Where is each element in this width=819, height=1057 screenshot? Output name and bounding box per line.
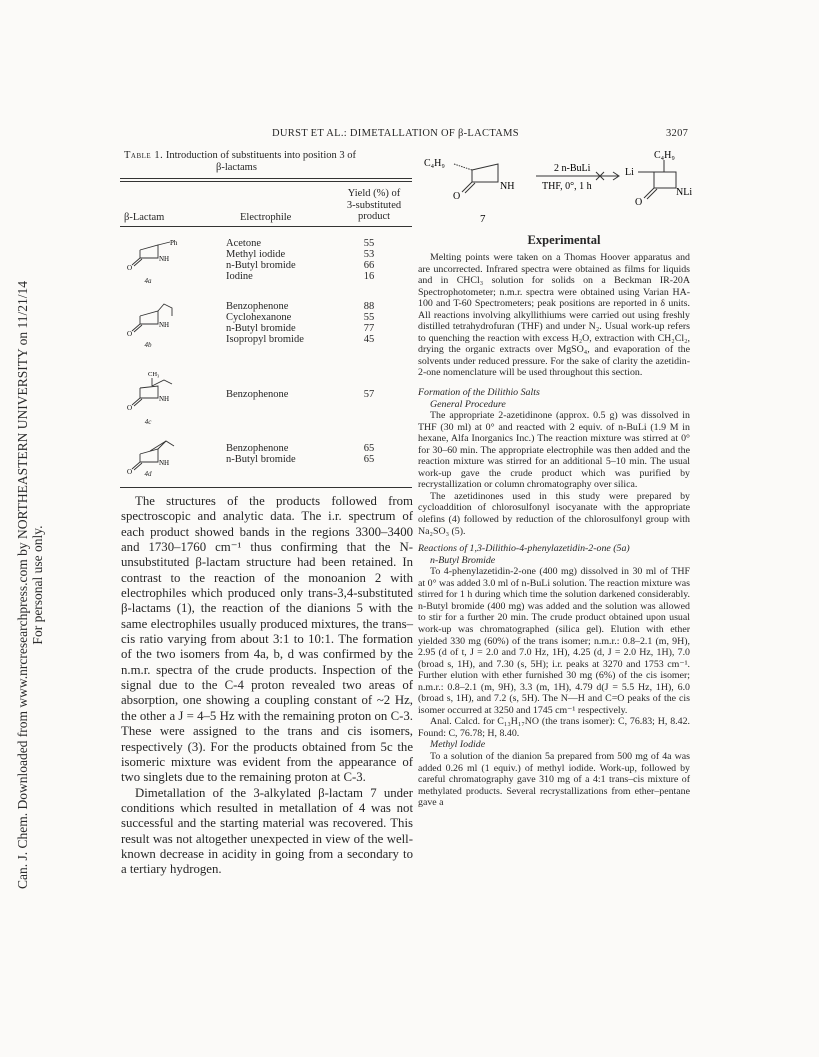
electrophile-cell: n-Butyl bromide xyxy=(226,454,296,465)
yield-cell: 88 xyxy=(363,301,375,312)
electrophile-cell: Cyclohexanone xyxy=(226,312,292,323)
structure-4a xyxy=(126,236,186,276)
yield-cell: 53 xyxy=(363,249,375,260)
table-row xyxy=(226,389,288,400)
running-title: DURST ET AL.: DIMETALLATION OF β-LACTAMS xyxy=(272,128,519,139)
experimental-heading: Experimental xyxy=(527,233,601,247)
table-row xyxy=(226,334,304,345)
results-paragraph: The structures of the products followed from spectroscopic and analytic data. The i.r. spectrum of each product showed bands in the regions 3300–3400 and 1730–1760 cm⁻¹ thus confirming that the N-unsubstituted β-lactam structure had been retained. In contrast to the reaction of the monoanion 2 with electrophiles which produced only trans-3,4-substituted β-lactams (1), the reaction of the dianions 5 with the same electrophiles usually produced mixtures, the trans–cis ratio varying from about 3:1 to 10:1. The formation of the two isomers from 4a, b, d was confirmed by the n.m.r. spectra of the crude products. Inspection of the signal due to the C-4 proton revealed two areas of absorption, one showing a coupling constant of ~2 Hz, the other a J = 4–5 Hz with the remaining proton on C-3. These were assigned to the trans and cis isomers, respectively (3). For the products obtained from 5c the isomeric mixture was evident from the appearance of two singlets due to the remaining proton at C-3. xyxy=(121,494,413,785)
yield-header-line-2: 3-substituted xyxy=(346,199,402,211)
left-oxygen-label: O xyxy=(453,191,461,202)
table-top-rule xyxy=(120,178,412,179)
structure-4c xyxy=(126,368,186,412)
table-top-rule-2 xyxy=(120,181,412,182)
reagent-bottom: THF, 0°, 1 h xyxy=(542,181,592,192)
column-header-lactam: β-Lactam xyxy=(124,212,165,223)
general-procedure-heading: General Procedure xyxy=(430,398,506,410)
electrophile-cell: Benzophenone xyxy=(226,301,289,312)
column-header-yield xyxy=(338,188,410,223)
yield-cell: 65 xyxy=(363,443,375,454)
left-butyl-label: C₄H₉ xyxy=(424,158,445,169)
electrophile-cell: Acetone xyxy=(226,238,261,249)
table-caption-line-2: β-lactams xyxy=(216,162,257,173)
butyl-bromide-heading: n-Butyl Bromide xyxy=(430,554,496,566)
yield-cell: 55 xyxy=(363,312,375,323)
electrophile-cell: Isopropyl bromide xyxy=(226,334,304,345)
ph-label: Ph xyxy=(170,239,178,247)
left-nh-label: NH xyxy=(500,181,515,192)
compound-label-4d: 4d xyxy=(144,470,152,478)
table-caption-line-1: Introduction of substituents into position 3 of xyxy=(165,150,356,161)
table-row xyxy=(226,301,288,312)
yield-cell: 57 xyxy=(363,389,375,400)
dimetallation-paragraph: Dimetallation of the 3-alkylated β-lactam 7 under conditions which resulted in metallation of 4 was not successful and the starting material was recovered. This result was not altogether unexpected in view of the well-known decrease in acidity in going from a secondary to a tertiary hydrogen. xyxy=(121,785,413,877)
nh-label: NH xyxy=(159,459,170,467)
methyl-iodide-paragraph: To a solution of the dianion 5a prepared from 500 mg of 4a was added 0.26 ml (1 equiv.) of methyl iodide. Work-up, followed by careful chromatography gave 310 mg of a 4:1 trans–cis mixture of methylated products. Several recrystallizations from ether–pentane gave a xyxy=(418,750,690,809)
oxygen-label: O xyxy=(127,404,133,412)
watermark-line-2: For personal use only. xyxy=(30,525,45,645)
table-row xyxy=(226,454,296,465)
table-row xyxy=(226,312,291,323)
electrophile-cell: Methyl iodide xyxy=(226,249,286,260)
left-column-text xyxy=(121,494,413,878)
yield-cell: 55 xyxy=(363,238,375,249)
general-procedure-paragraph: The appropriate 2-azetidinone (approx. 0.5 g) was dissolved in THF (30 ml) at 0° and reacted with 2 equiv. of n-BuLi (1.9 M in hexane, Alfa Inorganics Inc.) The reaction mixture was stirred at 0° for 30–60 min. The appropriate electrophile was then added and the reaction mixture was stirred for an additional 5–10 min. The usual work-up gave the crude product which was purified by recrystallization or column chromatography over silica. xyxy=(418,410,690,491)
yield-cell: 45 xyxy=(363,334,375,345)
nh-label: NH xyxy=(159,395,170,403)
compound-label-4a: 4a xyxy=(144,277,152,285)
experimental-text xyxy=(418,252,690,809)
table-row xyxy=(226,443,288,454)
right-oxygen-label: O xyxy=(635,197,643,208)
butyl-bromide-paragraph: To 4-phenylazetidin-2-one (400 mg) dissolved in 30 ml of THF at 0° was added 3.0 ml of n-BuLi solution. The reaction mixture was stirred for 1 h during which time the solution darkened considerably. n-Butyl bromide (400 mg) was added and the solution was allowed to stir for a further 20 min. The crude product obtained upon usual work-up was chromatographed (silica gel). Elution with ether yielded 330 mg (60%) of the trans isomer; n.m.r.: 0.8–2.1 (m, 9H), 2.95 (d of t, J = 2.0 and 7.0 Hz, 1H), 4.25 (d, J = 2.0 Hz, 1H), 7.0 (broad s, 1H), and 7.30 (s, 5H); i.r. peaks at 3270 and 1753 cm⁻¹. Further elution with ether furnished 30 mg (6%) of the cis isomer; n.m.r.: 0.8–2.1 (m, 9H), 3.3 (m, 1H), 4.79 d(J = 5.5 Hz, 1H), 6.0 (broad s, 1H), and 7.2 (s, 5H). The N—H and C=O peaks of the cis isomer occurred at 3250 and 1745 cm⁻¹ respectively. xyxy=(418,566,690,716)
electrophile-cell: n-Butyl bromide xyxy=(226,323,296,334)
compound-number: 7 xyxy=(480,213,486,225)
table-label: Table 1. xyxy=(124,150,164,161)
watermark-line-1: Can. J. Chem. Downloaded from www.nrcresearchpress.com by NORTHEASTERN UNIVERSITY on 11/21/14 xyxy=(15,280,30,890)
download-watermark xyxy=(15,225,45,945)
reaction-scheme xyxy=(418,142,703,232)
nh-label: NH xyxy=(159,255,170,263)
yield-cell: 66 xyxy=(363,260,375,271)
page-number: 3207 xyxy=(666,128,689,139)
methods-paragraph: Melting points were taken on a Thomas Hoover apparatus and are uncorrected. Infrared spectra were obtained as films for liquids and in CHCl₃ solution for solids on a Beckman IR-20A Spectrophotometer; n.m.r. spectra were obtained using Varian HA-100 and T-60 Spectrometers; peak positions are reported in δ units. All reactions involving alkyllithiums were carried out using freshly distilled tetrahydrofuran (THF) and under N₂. Usual work-up refers to quenching the reaction with excess H₂O, extraction with CH₂Cl₂, drying the organic extracts over MgSO₄, and evaporation of the solvents under reduced pressure. For the sake of clarity the azetidin-2-one nomenclature will be used throughout this section. xyxy=(418,252,690,379)
table-row xyxy=(226,238,261,249)
formation-heading: Formation of the Dilithio Salts xyxy=(418,387,540,399)
column-header-electrophile: Electrophile xyxy=(240,212,292,223)
yield-header-line-1: Yield (%) of xyxy=(347,188,401,199)
ch3-label: CH₃ xyxy=(148,371,160,378)
yield-cell: 77 xyxy=(363,323,375,334)
reactions-heading: Reactions of 1,3-Dilithio-4-phenylazetidin-2-one (5a) xyxy=(418,543,630,555)
right-nli-label: NLi xyxy=(676,187,693,198)
oxygen-label: O xyxy=(127,468,133,476)
oxygen-label: O xyxy=(127,330,133,338)
structure-4b xyxy=(126,302,186,340)
right-li-label: Li xyxy=(625,167,634,178)
table-row xyxy=(226,260,296,271)
electrophile-cell: Benzophenone xyxy=(226,389,289,400)
electrophile-cell: Iodine xyxy=(226,271,253,282)
compound-label-4b: 4b xyxy=(144,341,152,349)
table-row xyxy=(226,249,285,260)
yield-header-line-3: product xyxy=(357,211,391,222)
methyl-iodide-heading: Methyl Iodide xyxy=(430,739,486,751)
compound-label-4c: 4c xyxy=(144,418,152,426)
yield-cell: 16 xyxy=(363,271,375,282)
table-bottom-rule xyxy=(120,487,412,488)
oxygen-label: O xyxy=(127,264,133,272)
analysis-paragraph: Anal. Calcd. for C₁₃H₁₇NO (the trans isomer): C, 76.83; H, 8.42. Found: C, 76.78; H, 8.40. xyxy=(418,716,690,739)
yield-cell: 65 xyxy=(363,454,375,465)
table-caption xyxy=(124,150,414,174)
table-header-rule xyxy=(120,226,412,227)
electrophile-cell: Benzophenone xyxy=(226,443,289,454)
table-row xyxy=(226,271,253,282)
reagent-top: 2 n-BuLi xyxy=(554,163,591,174)
nh-label: NH xyxy=(159,321,170,329)
azetidinone-paragraph: The azetidinones used in this study were prepared by cycloaddition of chlorosulfonyl isocyanate with the appropriate olefins (4) followed by reduction of the chlorosulfonyl group with Na₂SO₃ (5). xyxy=(418,490,690,537)
electrophile-cell: n-Butyl bromide xyxy=(226,260,296,271)
right-butyl-label: C₄H₉ xyxy=(654,150,675,161)
table-row xyxy=(226,323,296,334)
